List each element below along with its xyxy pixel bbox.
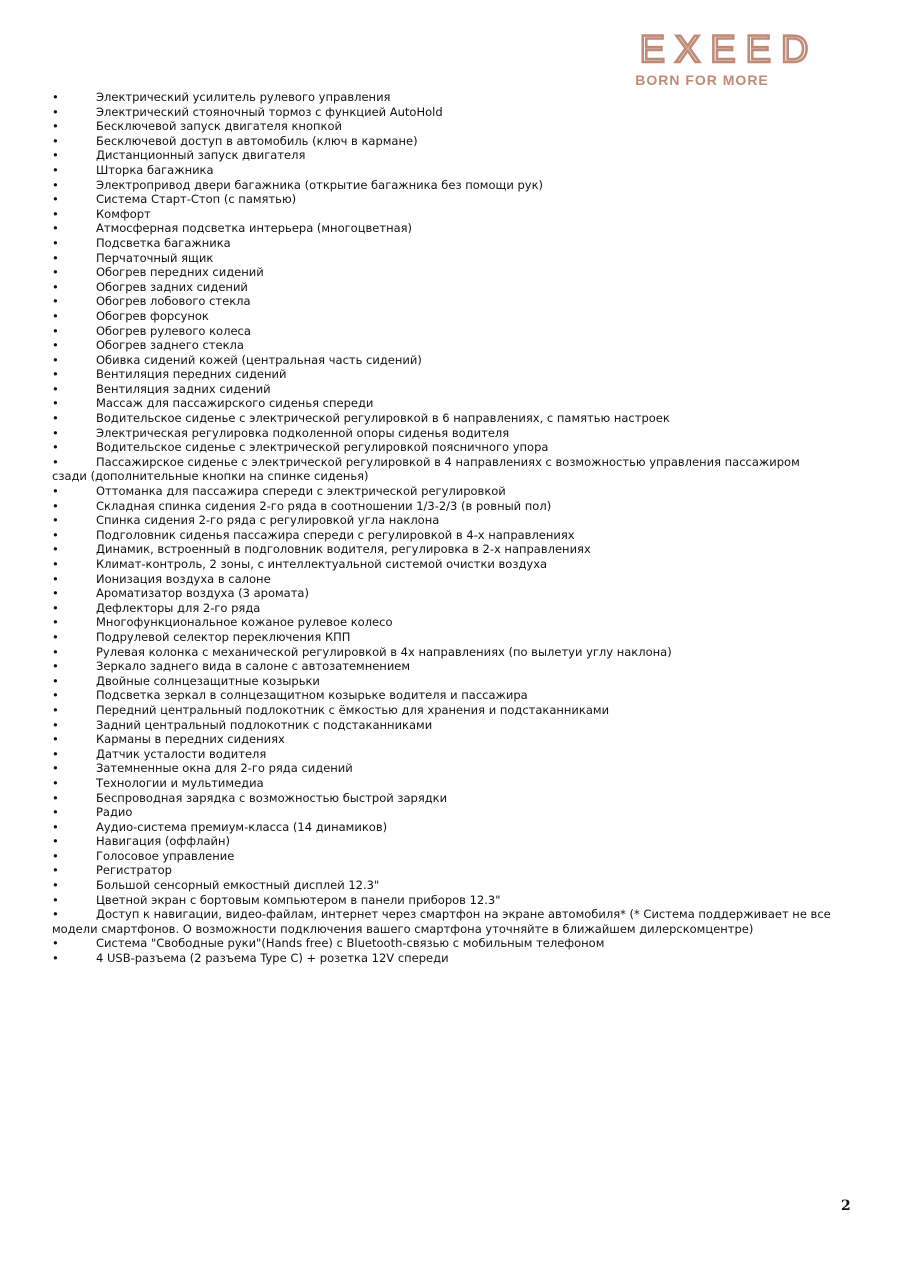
bullet-icon: • xyxy=(52,338,59,353)
list-item-text: Обогрев форсунок xyxy=(96,308,209,323)
list-item-text: Ионизация воздуха в салоне xyxy=(96,571,271,586)
list-item xyxy=(52,630,832,645)
list-item-text: Датчик усталости водителя xyxy=(96,746,267,761)
list-item xyxy=(52,324,832,339)
list-item xyxy=(52,484,832,499)
list-item xyxy=(52,718,832,733)
bullet-icon: • xyxy=(52,892,59,907)
list-item xyxy=(52,207,832,222)
logo-tagline: BORN FOR MORE xyxy=(635,72,769,88)
list-item xyxy=(52,951,832,966)
list-item-text: Бесключевой запуск двигателя кнопкой xyxy=(96,119,342,134)
list-item-text: Обогрев заднего стекла xyxy=(96,338,244,353)
bullet-icon: • xyxy=(52,294,59,309)
list-item-text: Вентиляция передних сидений xyxy=(96,367,287,382)
bullet-icon: • xyxy=(52,673,59,688)
list-item-text: Технологии и мультимедиа xyxy=(96,775,264,790)
bullet-icon: • xyxy=(52,90,59,104)
list-item-text: Рулевая колонка с механической регулировкой в 4х направлениях (по вылетуи углу наклона) xyxy=(96,644,672,659)
bullet-icon: • xyxy=(52,308,59,323)
list-item-text: Голосовое управление xyxy=(96,848,235,863)
bullet-icon: • xyxy=(52,279,59,294)
bullet-icon: • xyxy=(52,702,59,717)
list-item-text: Водительское сиденье с электрической регулировкой в 6 направлениях, с памятью настроек xyxy=(96,411,670,426)
bullet-icon: • xyxy=(52,790,59,805)
bullet-icon: • xyxy=(52,323,59,338)
bullet-icon: • xyxy=(52,367,59,382)
list-item-text: Передний центральный подлокотник с ёмкостью для хранения и подстаканниками xyxy=(96,702,610,717)
bullet-icon: • xyxy=(52,265,59,280)
bullet-icon: • xyxy=(52,863,59,878)
list-item xyxy=(52,703,832,718)
list-item-text: Регистратор xyxy=(96,863,172,878)
list-item-text: Подсветка багажника xyxy=(96,235,231,250)
bullet-icon: • xyxy=(52,352,59,367)
list-item xyxy=(52,353,832,368)
list-item xyxy=(52,542,832,557)
bullet-icon: • xyxy=(52,119,59,134)
bullet-icon: • xyxy=(52,542,59,557)
list-item xyxy=(52,893,832,908)
list-item xyxy=(52,878,832,893)
exeed-logo xyxy=(598,28,860,90)
list-item xyxy=(52,849,832,864)
list-item-text: Подсветка зеркал в солнцезащитном козырьке водителя и пассажира xyxy=(96,688,528,703)
list-item xyxy=(52,221,832,236)
bullet-icon: • xyxy=(52,425,59,440)
list-item-text: Комфорт xyxy=(96,206,151,221)
list-item-text: Карманы в передних сидениях xyxy=(96,732,285,747)
bullet-icon: • xyxy=(52,848,59,863)
list-item-text: Динамик, встроенный в подголовник водителя, регулировка в 2-х направлениях xyxy=(96,542,591,557)
list-item xyxy=(52,265,832,280)
list-item-text: Система "Свободные руки"(Hands free) с Bluetooth-связью с мобильным телефоном xyxy=(96,936,605,951)
list-item-text: Электрический стояночный тормоз с функцией AutoHold xyxy=(96,104,443,119)
bullet-icon: • xyxy=(52,557,59,571)
list-item xyxy=(52,513,832,528)
list-item xyxy=(52,776,832,791)
list-item xyxy=(52,163,832,178)
bullet-icon: • xyxy=(52,104,59,119)
list-item xyxy=(52,936,832,951)
bullet-icon: • xyxy=(52,498,59,513)
list-item-text: Водительское сиденье с электрической регулировкой поясничного упора xyxy=(96,440,549,455)
list-item-text: Электрический усилитель рулевого управления xyxy=(96,90,391,104)
list-item xyxy=(52,586,832,601)
bullet-icon: • xyxy=(52,775,59,790)
list-item xyxy=(52,309,832,324)
list-item-text: Обивка сидений кожей (центральная часть сидений) xyxy=(96,352,422,367)
list-item xyxy=(52,294,832,309)
list-item xyxy=(52,820,832,835)
list-item xyxy=(52,251,832,266)
list-item-text: Дистанционный запуск двигателя xyxy=(96,148,306,163)
list-item-text: Большой сенсорный емкостный дисплей 12.3" xyxy=(96,878,380,893)
bullet-icon: • xyxy=(52,454,59,469)
list-item-text: Вентиляция задних сидений xyxy=(96,381,271,396)
list-item xyxy=(52,280,832,295)
list-item xyxy=(52,761,832,776)
list-item-text: 4 USB-разъема (2 разъема Type C) + розетка 12V спереди xyxy=(96,951,449,966)
list-item-text: Массаж для пассажирского сиденья спереди xyxy=(96,396,374,411)
bullet-icon: • xyxy=(52,235,59,250)
list-item xyxy=(52,119,832,134)
list-item-text: Навигация (оффлайн) xyxy=(96,834,230,849)
list-item xyxy=(52,396,832,411)
bullet-icon: • xyxy=(52,250,59,265)
bullet-icon: • xyxy=(52,907,59,922)
list-item-text: Беспроводная зарядка с возможностью быстрой зарядки xyxy=(96,790,448,805)
list-item-text: Подголовник сиденья пассажира спереди с регулировкой в 4-х направлениях xyxy=(96,527,575,542)
list-item-text: Двойные солнцезащитные козырьки xyxy=(96,673,320,688)
list-item-text: Радио xyxy=(96,805,133,820)
list-item-text: Обогрев рулевого колеса xyxy=(96,323,251,338)
list-item xyxy=(52,615,832,630)
list-item xyxy=(52,192,832,207)
list-item-text: Аудио-система премиум-класса (14 динамиков) xyxy=(96,819,388,834)
bullet-icon: • xyxy=(52,834,59,849)
list-item-text: Обогрев передних сидений xyxy=(96,265,264,280)
feature-list xyxy=(52,90,832,966)
list-item-text: Многофункциональное кожаное рулевое колесо xyxy=(96,615,393,630)
bullet-icon: • xyxy=(52,600,59,615)
list-item xyxy=(52,732,832,747)
list-item xyxy=(52,382,832,397)
list-item xyxy=(52,178,832,193)
list-item-text: Оттоманка для пассажира спереди с электрической регулировкой xyxy=(96,484,506,499)
list-item xyxy=(52,557,832,572)
list-item xyxy=(52,90,832,105)
bullet-icon: • xyxy=(52,761,59,776)
bullet-icon: • xyxy=(52,659,59,674)
list-item xyxy=(52,105,832,120)
list-item xyxy=(52,747,832,762)
list-item-text: Бесключевой доступ в автомобиль (ключ в кармане) xyxy=(96,133,418,148)
bullet-icon: • xyxy=(52,878,59,893)
list-item-text: Доступ к навигации, видео-файлам, интернет через смартфон на экране автомобиля* (* Система поддерживает не все модели смартфонов. О возможности подключения вашего смартфона уточняйте в ближайшем дилерскомцентре) xyxy=(52,907,831,936)
list-item-text: Подрулевой селектор переключения КПП xyxy=(96,629,351,644)
list-item xyxy=(52,834,832,849)
list-item-text: Складная спинка сидения 2-го ряда в соотношении 1/3-2/3 (в ровный пол) xyxy=(96,498,552,513)
list-item xyxy=(52,645,832,660)
list-item xyxy=(52,411,832,426)
bullet-icon: • xyxy=(52,951,59,966)
list-item-text: Перчаточный ящик xyxy=(96,250,214,265)
bullet-icon: • xyxy=(52,206,59,221)
list-item xyxy=(52,907,832,936)
list-item xyxy=(52,338,832,353)
bullet-icon: • xyxy=(52,688,59,703)
list-item-text: Климат-контроль, 2 зоны, с интеллектуальной системой очистки воздуха xyxy=(96,557,548,571)
bullet-icon: • xyxy=(52,586,59,601)
bullet-icon: • xyxy=(52,440,59,455)
bullet-icon: • xyxy=(52,644,59,659)
list-item xyxy=(52,688,832,703)
list-item-text: Зеркало заднего вида в салоне с автозатемнением xyxy=(96,659,411,674)
bullet-icon: • xyxy=(52,192,59,207)
logo-wordmark: EXEED xyxy=(639,29,819,71)
list-item-text: Обогрев задних сидений xyxy=(96,279,248,294)
list-item xyxy=(52,148,832,163)
bullet-icon: • xyxy=(52,513,59,528)
list-item-text: Ароматизатор воздуха (3 аромата) xyxy=(96,586,309,601)
list-item-text: Затемненные окна для 2-го ряда сидений xyxy=(96,761,353,776)
list-item xyxy=(52,863,832,878)
list-item xyxy=(52,791,832,806)
list-item xyxy=(52,134,832,149)
bullet-icon: • xyxy=(52,717,59,732)
list-item xyxy=(52,528,832,543)
list-item-text: Обогрев лобового стекла xyxy=(96,294,251,309)
list-item xyxy=(52,367,832,382)
list-item xyxy=(52,659,832,674)
bullet-icon: • xyxy=(52,629,59,644)
bullet-icon: • xyxy=(52,162,59,177)
list-item-text: Пассажирское сиденье с электрической регулировкой в 4 направлениях с возможностью управления пассажиром сзади (дополнительные кнопки на спинке сиденья) xyxy=(52,454,800,484)
bullet-icon: • xyxy=(52,615,59,630)
bullet-icon: • xyxy=(52,484,59,499)
page-number: 2 xyxy=(841,1198,851,1214)
list-item xyxy=(52,426,832,441)
bullet-icon: • xyxy=(52,805,59,820)
list-item-text: Дефлекторы для 2-го ряда xyxy=(96,600,261,615)
list-item xyxy=(52,236,832,251)
list-item-text: Электрическая регулировка подколенной опоры сиденья водителя xyxy=(96,425,510,440)
list-item xyxy=(52,440,832,455)
bullet-icon: • xyxy=(52,527,59,542)
list-item-text: Система Старт-Стоп (с памятью) xyxy=(96,192,297,207)
list-item-text: Задний центральный подлокотник с подстаканниками xyxy=(96,717,433,732)
list-item xyxy=(52,455,832,484)
bullet-icon: • xyxy=(52,381,59,396)
bullet-icon: • xyxy=(52,177,59,192)
bullet-icon: • xyxy=(52,819,59,834)
list-item xyxy=(52,805,832,820)
list-item-text: Цветной экран с бортовым компьютером в панели приборов 12.3" xyxy=(96,892,501,907)
list-item-text: Шторка багажника xyxy=(96,162,214,177)
bullet-icon: • xyxy=(52,148,59,163)
bullet-icon: • xyxy=(52,411,59,426)
list-item xyxy=(52,601,832,616)
bullet-icon: • xyxy=(52,732,59,747)
bullet-icon: • xyxy=(52,936,59,951)
list-item-text: Атмосферная подсветка интерьера (многоцветная) xyxy=(96,221,413,236)
list-item xyxy=(52,572,832,587)
bullet-icon: • xyxy=(52,571,59,586)
bullet-icon: • xyxy=(52,133,59,148)
bullet-icon: • xyxy=(52,746,59,761)
list-item xyxy=(52,499,832,514)
list-item-text: Электропривод двери багажника (открытие багажника без помощи рук) xyxy=(96,177,543,192)
list-item-text: Спинка сидения 2-го ряда с регулировкой угла наклона xyxy=(96,513,440,528)
bullet-icon: • xyxy=(52,396,59,411)
list-item xyxy=(52,674,832,689)
bullet-icon: • xyxy=(52,221,59,236)
